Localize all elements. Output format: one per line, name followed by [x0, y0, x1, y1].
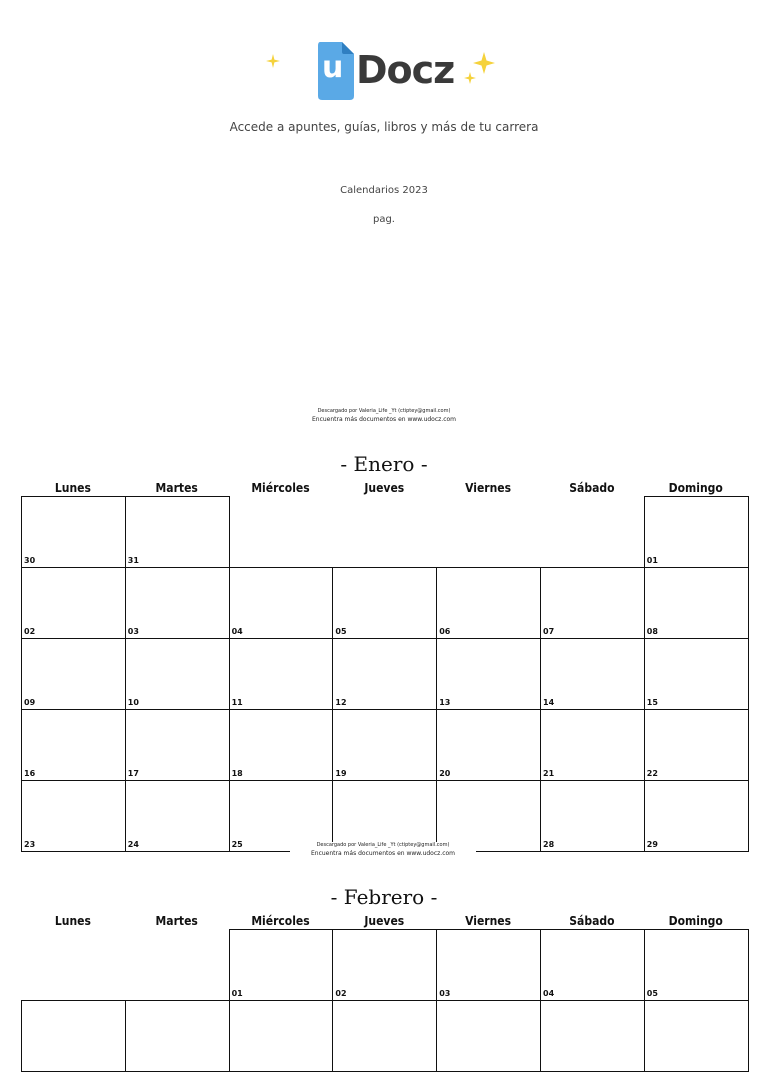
- day-number: 17: [127, 769, 139, 778]
- day-number: 02: [335, 989, 347, 998]
- sparkle-icon: [464, 50, 496, 84]
- day-number: 18: [231, 769, 243, 778]
- weekday-header: Miércoles: [251, 481, 310, 495]
- day-number: 06: [439, 627, 451, 636]
- day-cell[interactable]: [229, 929, 334, 1001]
- day-number: 04: [543, 989, 555, 998]
- weekday-header: Martes: [155, 481, 198, 495]
- day-cell[interactable]: [540, 780, 645, 852]
- day-number: 08: [646, 627, 658, 636]
- day-cell[interactable]: [21, 780, 126, 852]
- day-cell[interactable]: [21, 496, 126, 568]
- day-cell[interactable]: [644, 709, 749, 781]
- weekday-header: Lunes: [54, 914, 91, 928]
- logo-text: Docz: [356, 48, 455, 92]
- day-number: 03: [439, 989, 451, 998]
- day-cell[interactable]: [125, 567, 230, 639]
- day-number: 24: [127, 840, 139, 849]
- day-number: 05: [335, 627, 347, 636]
- day-cell[interactable]: [21, 709, 126, 781]
- day-cell[interactable]: [540, 929, 645, 1001]
- more-docs-link[interactable]: Encuentra más documentos en www.udocz.com: [310, 850, 456, 857]
- day-number: 29: [646, 840, 658, 849]
- day-cell[interactable]: [644, 567, 749, 639]
- downloaded-by-text: Descargado por Valeria_Life _Yt (ctiptey@gmail.com): [316, 842, 450, 848]
- day-number: 20: [439, 769, 451, 778]
- day-cell[interactable]: [21, 567, 126, 639]
- month-title: - Febrero -: [330, 885, 438, 909]
- day-number: 03: [127, 627, 139, 636]
- weekday-header: Lunes: [54, 481, 91, 495]
- day-number: 13: [439, 698, 451, 707]
- day-number: 11: [231, 698, 243, 707]
- weekday-header: Domingo: [668, 481, 723, 495]
- day-number: 25: [231, 840, 243, 849]
- day-number: 09: [24, 698, 36, 707]
- more-docs-link[interactable]: Encuentra más documentos en www.udocz.com: [311, 416, 457, 423]
- day-cell[interactable]: [540, 567, 645, 639]
- day-cell[interactable]: [229, 709, 334, 781]
- weekday-header: Viernes: [465, 481, 512, 495]
- udocz-logo: [0, 40, 768, 100]
- day-number: 01: [646, 556, 658, 565]
- weekday-header: Domingo: [668, 914, 723, 928]
- day-cell[interactable]: [436, 929, 541, 1001]
- day-cell[interactable]: [644, 496, 749, 568]
- download-footer: [0, 408, 768, 425]
- day-number: 01: [231, 989, 243, 998]
- day-cell[interactable]: [332, 1000, 437, 1072]
- day-number: 07: [543, 627, 555, 636]
- day-cell[interactable]: [644, 1000, 749, 1072]
- day-cell[interactable]: [540, 638, 645, 710]
- month-title: - Enero -: [340, 452, 428, 476]
- day-number: 22: [646, 769, 658, 778]
- document-title: Calendarios 2023: [340, 185, 428, 196]
- day-number: 31: [127, 556, 139, 565]
- day-cell[interactable]: [332, 709, 437, 781]
- day-number: 16: [24, 769, 36, 778]
- day-number: 30: [24, 556, 36, 565]
- day-cell[interactable]: [332, 929, 437, 1001]
- day-number: 19: [335, 769, 347, 778]
- day-number: 21: [543, 769, 555, 778]
- weekday-header: Viernes: [465, 914, 512, 928]
- weekday-header: Miércoles: [251, 914, 310, 928]
- day-cell[interactable]: [436, 567, 541, 639]
- day-cell[interactable]: [540, 1000, 645, 1072]
- day-cell[interactable]: [436, 638, 541, 710]
- day-cell[interactable]: [332, 638, 437, 710]
- day-cell[interactable]: [125, 780, 230, 852]
- day-cell[interactable]: [229, 567, 334, 639]
- day-cell[interactable]: [644, 780, 749, 852]
- weekday-header: Sábado: [569, 914, 615, 928]
- tagline: Accede a apuntes, guías, libros y más de tu carrera: [229, 120, 539, 134]
- day-cell[interactable]: [436, 709, 541, 781]
- day-cell[interactable]: [436, 1000, 541, 1072]
- day-number: 12: [335, 698, 347, 707]
- day-number: 02: [24, 627, 36, 636]
- day-number: 14: [543, 698, 555, 707]
- day-cell[interactable]: [125, 638, 230, 710]
- day-cell[interactable]: [125, 496, 230, 568]
- day-cell[interactable]: [125, 1000, 230, 1072]
- page-label: pag.: [372, 214, 395, 225]
- day-cell[interactable]: [644, 929, 749, 1001]
- day-number: 28: [543, 840, 555, 849]
- day-number: 04: [231, 627, 243, 636]
- weekday-header: Martes: [155, 914, 198, 928]
- day-cell[interactable]: [332, 567, 437, 639]
- day-cell[interactable]: [229, 1000, 334, 1072]
- day-number: 10: [127, 698, 139, 707]
- day-cell[interactable]: [229, 638, 334, 710]
- day-cell[interactable]: [125, 709, 230, 781]
- day-cell[interactable]: [540, 709, 645, 781]
- downloaded-by-text: Descargado por Valeria_Life _Yt (ctiptey@gmail.com): [317, 408, 451, 414]
- day-cell[interactable]: [21, 1000, 126, 1072]
- day-cell[interactable]: [21, 638, 126, 710]
- weekday-header: Jueves: [364, 914, 405, 928]
- day-number: 05: [646, 989, 658, 998]
- download-footer: [290, 842, 476, 859]
- weekday-header: Jueves: [364, 481, 405, 495]
- weekday-header: Sábado: [569, 481, 615, 495]
- day-number: 15: [646, 698, 658, 707]
- day-number: 23: [24, 840, 36, 849]
- logo-letter: u: [322, 50, 344, 85]
- day-cell[interactable]: [644, 638, 749, 710]
- sparkle-icon: [266, 54, 280, 68]
